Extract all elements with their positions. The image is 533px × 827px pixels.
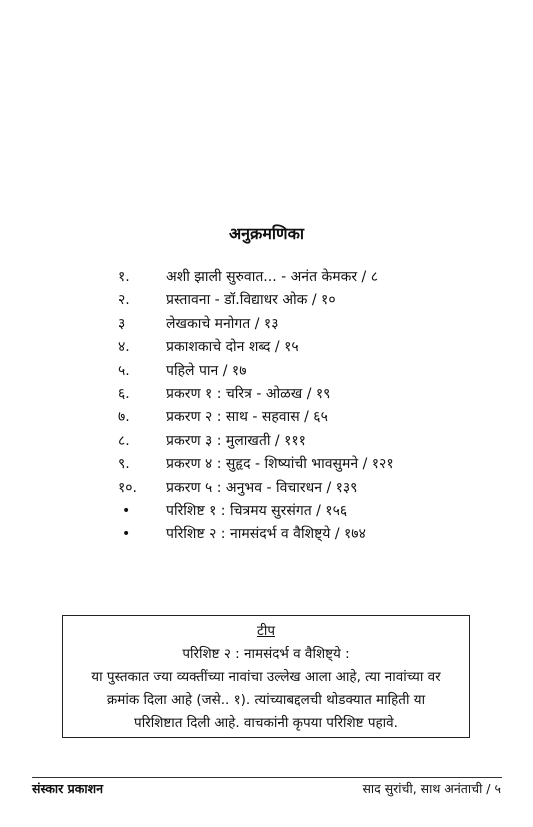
bullet-icon: • <box>122 502 131 519</box>
toc-item <box>118 360 498 383</box>
toc-item-number: १०. <box>118 479 138 496</box>
toc-item-text: प्रकरण २ : साथ - सहवास / ६५ <box>166 409 328 426</box>
footer-publisher: संस्कार प्रकाशन <box>32 781 104 796</box>
toc-item-text: प्रस्तावना - डॉ.विद्याधर ओक / १० <box>166 292 336 309</box>
footer-divider <box>32 777 502 778</box>
note-line: या पुस्तकात ज्या व्यक्तींच्या नावांचा उल्लेख आला आहे, त्या नावांच्या वर <box>91 669 441 685</box>
toc-item-number: २. <box>118 292 130 309</box>
toc-item <box>118 383 498 406</box>
note-line: क्रमांक दिला आहे (जसे.. १). त्यांच्याबद्दलची थोडक्यात माहिती या <box>106 692 426 708</box>
toc-item-number: ५. <box>118 362 130 379</box>
note-heading: टीप <box>257 623 275 639</box>
footer-book-page: साद सुरांची, साथ अनंताची / ५ <box>362 781 501 796</box>
table-of-contents <box>118 266 498 547</box>
toc-item-text: प्रकरण ५ : अनुभव - विचारधन / १३९ <box>166 479 358 496</box>
toc-item <box>118 289 498 312</box>
toc-item-text: परिशिष्ट २ : नामसंदर्भ व वैशिष्ट्ये / १७४ <box>166 526 366 543</box>
toc-item-number: ४. <box>118 339 130 356</box>
note-line: परिशिष्ट २ : नामसंदर्भ व वैशिष्ट्ये : <box>182 646 350 662</box>
toc-item-text: प्रकरण १ : चरित्र - ओळख / १९ <box>166 385 331 402</box>
toc-item-number: ७. <box>118 409 130 426</box>
toc-item-text: प्रकरण ४ : सुहृद - शिष्यांची भावसुमने / १२१ <box>166 456 394 473</box>
toc-item <box>118 336 498 359</box>
page-title: अनुक्रमणिका <box>228 224 305 243</box>
toc-item-number: ३ <box>118 315 126 332</box>
toc-item-text: प्रकाशकाचे दोन शब्द / १५ <box>166 339 299 356</box>
toc-item-text: लेखकाचे मनोगत / १३ <box>166 315 279 332</box>
toc-item-text: प्रकरण ३ : मुलाखती / १११ <box>166 432 306 449</box>
toc-item-text: परिशिष्ट १ : चित्रमय सुरसंगत / १५६ <box>166 502 348 519</box>
note-line: परिशिष्टात दिली आहे. वाचकांनी कृपया परिशिष्ट पहावे. <box>134 715 398 731</box>
toc-appendix-item <box>118 500 498 523</box>
toc-item <box>118 453 498 476</box>
toc-item-number: ६. <box>118 385 130 402</box>
toc-item-number: ८. <box>118 432 130 449</box>
toc-item <box>118 430 498 453</box>
toc-item <box>118 266 498 289</box>
toc-item-text: अशी झाली सुरुवात... - अनंत केमकर / ८ <box>166 269 378 285</box>
toc-item-number: ९. <box>118 456 130 473</box>
toc-item <box>118 477 498 500</box>
toc-item <box>118 313 498 336</box>
toc-item <box>118 406 498 429</box>
bullet-icon: • <box>122 526 131 543</box>
toc-item-text: पहिले पान / १७ <box>166 362 247 379</box>
note-box <box>62 615 470 738</box>
toc-appendix-item <box>118 523 498 546</box>
toc-item-number: १. <box>118 269 130 285</box>
